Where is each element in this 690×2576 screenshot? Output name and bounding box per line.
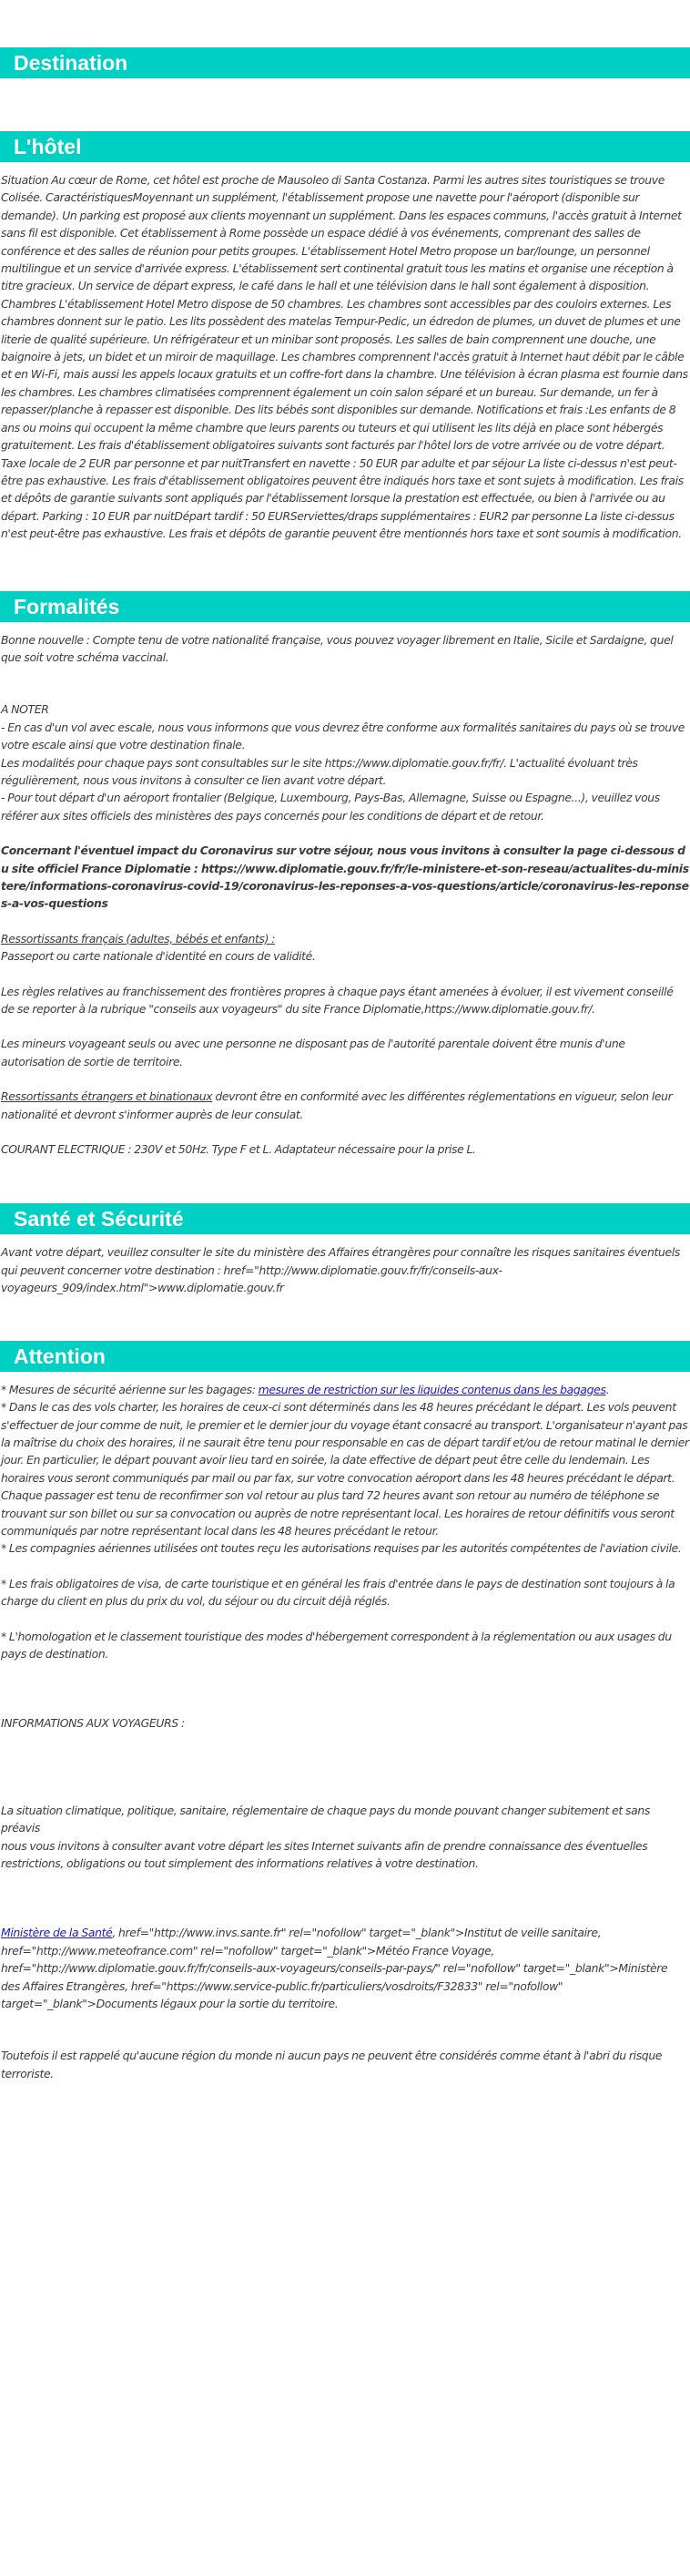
formalites-note-3: - Pour tout départ d'un aéroport frontalier (Belgique, Luxembourg, Pays-Bas, Allemagne, Suisse ou Espagne...), veuillez vous référer aux sites officiels des ministères des pays concernés pour les conditions de départ et de retour. bbox=[1, 791, 660, 823]
attention-charter-flights: * Dans le cas des vols charter, les horaires de ceux-ci sont déterminés dans les 48 heures précédant le départ. Les vols peuvent s'effectuer de jour comme de nuit, le premier et le dernier jour du voyage étant consacré au transport. L'organisateur n'ayant pas la maîtrise du choix des horaires, il ne saurait être tenu pour responsable en cas de départ tardif et/ou de retour matinal le dernier jour. En particulier, le départ pouvant avoir lieu tard en soirée, la date effective de départ peut être celle du lendemain. Les horaires vous seront communiqués par mail ou par fax, sur votre convocation aéroport dans les 48 heures précédant le départ. Chaque passager est tenu de reconfirmer son vol retour au plus tard 72 heures avant son retour au numéro de téléphone se trouvant sur son billet ou sur sa convocation ou auprès de notre représentant local. Les horaires de retour définitifs vous seront communiqués par notre représentant local dans les 48 heures précédant le retour. bbox=[1, 1400, 689, 1538]
blank-line bbox=[1, 1610, 689, 1628]
attention-useful-links bbox=[1, 1924, 689, 2012]
blank-line bbox=[1, 824, 689, 842]
attention-visa-fees: * Les frais obligatoires de visa, de carte touristique et en général les frais d'entrée dans le pays de destination sont toujours à la charge du client en plus du prix du vol, du séjour ou du circuit déjà réglés. bbox=[1, 1576, 675, 1609]
blank-line bbox=[1, 1750, 689, 1767]
attention-airlines: * Les compagnies aériennes utilisées ont toutes reçu les autorisations requises par les autorités compétentes de l'aviation civile. bbox=[1, 1541, 682, 1556]
attention-baggage-prefix: * Mesures de sécurité aérienne sur les bagages: bbox=[1, 1382, 259, 1396]
attention-accommodation-rating: * L'homologation et le classement touristique des modes d'hébergement correspondent à la réglementation ou aux usages du pays de destination. bbox=[1, 1629, 672, 1661]
blank-line bbox=[1, 966, 689, 983]
attention-baggage-suffix: . bbox=[605, 1382, 610, 1396]
attention-baggage bbox=[1, 1381, 689, 1398]
blank-line bbox=[1, 1889, 689, 1906]
attention-situation-line1: La situation climatique, politique, sanitaire, réglementaire de chaque pays du monde pouvant changer subitement et sans préavis bbox=[1, 1803, 650, 1835]
blank-line bbox=[1, 1017, 689, 1035]
section-destination bbox=[0, 47, 690, 78]
blank-line bbox=[1, 913, 689, 930]
section-title-attention: Attention bbox=[0, 1341, 690, 1372]
attention-useful-links-text: , href="http://www.invs.sante.fr" rel="nofollow" target="_blank">Institut de veille sanitaire, href="http://www.meteofrance.com" rel="nofollow" target="_blank">Météo France Voyage, href="http://www.diplomatie.gouv.fr/fr/conseils-aux-voyageurs/conseils-par-pays/" rel="nofollow" target="_blank">Ministère des Affaires Etrangères, href="https://www.service-public.fr/particuliers/vosdroits/F32833" rel="nofollow" target="_blank">Documents légaux pour la sortie du territoire. bbox=[1, 1926, 668, 2011]
section-sante bbox=[0, 1203, 690, 1296]
formalites-note-1: - En cas d'un vol avec escale, nous vous informons que vous devrez être conforme aux formalités sanitaires du pays où se trouve votre escale ainsi que votre destination finale. bbox=[1, 720, 685, 752]
formalites-foreign-nationals-heading: Ressortissants étrangers et binationaux bbox=[1, 1089, 213, 1104]
formalites-coronavirus-notice: Concernant l'éventuel impact du Coronavirus sur votre séjour, nous vous invitons à consulter la page ci-dessous du site officiel France Diplomatie : https://www.diplomatie.gouv.fr/fr/le-ministere-et-son-reseau/actualites-du-ministere/informations-coronavirus-covid-19/coronavirus-les-reponses-a-vos-questions/article/coronavirus-les-reponses-a-vos-questions bbox=[1, 843, 689, 911]
blank-line bbox=[1, 1733, 689, 1750]
section-formalites bbox=[0, 591, 690, 1159]
formalites-minors: Les mineurs voyageant seuls ou avec une personne ne disposant pas de l'autorité parentale doivent être munis d'une autorisation de sortie de territoire. bbox=[1, 1037, 625, 1068]
hotel-description bbox=[0, 171, 690, 543]
formalites-body bbox=[0, 631, 690, 1159]
blank-line bbox=[1, 1906, 689, 1924]
formalites-note-heading: A NOTER bbox=[1, 702, 49, 717]
blank-line bbox=[1, 1767, 689, 1784]
blank-line bbox=[1, 1070, 689, 1088]
formalites-p1: Bonne nouvelle : Compte tenu de votre nationalité française, vous pouvez voyager librement en Italie, Sicile et Sardaigne, quel que soit votre schéma vaccinal. bbox=[1, 632, 674, 664]
blank-line bbox=[1, 1662, 689, 1680]
section-title-destination: Destination bbox=[0, 47, 690, 78]
blank-line bbox=[1, 683, 689, 700]
formalites-borders-rules: Les règles relatives au franchissement des frontières propres à chaque pays étant amenées à évoluer, il est vivement conseillé de se reporter à la rubrique "conseils aux voyageurs" du site France Diplomatie,https://www.diplomatie.gouv.fr/. bbox=[1, 984, 674, 1017]
ministere-sante-link[interactable]: Ministère de la Santé bbox=[1, 1926, 113, 1940]
section-title-hotel: L'hôtel bbox=[0, 131, 690, 162]
blank-line bbox=[1, 2012, 689, 2029]
sante-text: Avant votre départ, veuillez consulter le site du ministère des Affaires étrangères pour connaître les risques sanitaires éventuels qui peuvent concerner votre destination : href="http://www.diplomatie.gouv.fr/fr/conseils-aux-voyageurs_909/index.html">www.diplomatie.gouv.fr bbox=[1, 1245, 681, 1295]
formalites-electric-current: COURANT ELECTRIQUE : 230V et 50Hz. Type F et L. Adaptateur nécessaire pour la prise L. bbox=[1, 1142, 476, 1157]
blank-line bbox=[1, 1872, 689, 1889]
attention-situation-line2: nous vous invitons à consulter avant votre départ les sites Internet suivants afin de prendre connaissance des éventuelles restrictions, obligations ou tout simplement des informations relatives à votre destination. bbox=[1, 1838, 648, 1870]
section-hotel bbox=[0, 131, 690, 543]
section-attention bbox=[0, 1341, 690, 2083]
top-spacer bbox=[0, 0, 690, 47]
attention-body bbox=[0, 1381, 690, 2083]
sante-body bbox=[0, 1243, 690, 1296]
attention-terrorism-risk: Toutefois il est rappelé qu'aucune région du monde ni aucun pays ne peuvent être considérés comme étant à l'abri du risque terroriste. bbox=[1, 2049, 663, 2080]
blank-line bbox=[1, 1784, 689, 1802]
spacer bbox=[0, 87, 690, 131]
liquids-restriction-link[interactable]: mesures de restriction sur les liquides contenus dans les bagages bbox=[258, 1382, 606, 1396]
spacer bbox=[0, 543, 690, 591]
blank-line bbox=[1, 666, 689, 683]
formalites-note-2: Les modalités pour chaque pays sont consultables sur le site https://www.diplomatie.gouv.fr/fr/. L'actualité évoluant très régulièrement, nous vous invitons à consulter ce lien avant votre départ. bbox=[1, 755, 638, 787]
blank-line bbox=[1, 1680, 689, 1697]
attention-travellers-info-heading: INFORMATIONS AUX VOYAGEURS : bbox=[1, 1716, 185, 1731]
formalites-french-nationals-heading: Ressortissants français (adultes, bébés et enfants) : bbox=[1, 931, 276, 946]
formalites-french-nationals-text: Passeport ou carte nationale d'identité en cours de validité. bbox=[1, 949, 316, 964]
section-title-formalites: Formalités bbox=[0, 591, 690, 622]
formalites-foreign-nationals bbox=[1, 1088, 689, 1123]
spacer bbox=[0, 1158, 690, 1203]
hotel-text: Situation Au cœur de Rome, cet hôtel est proche de Mausoleo di Santa Costanza. Parmi les autres sites touristiques se trouve Colisée. CaractéristiquesMoyennant un supplément, l'établissement propose une navette pour l'aéroport (disponible sur demande). Un parking est proposé aux clients moyennant un supplément. Dans les espaces communs, l'accès gratuit à Internet sans fil est disponible. Cet établissement à Rome possède un espace dédié à vos événements, comprenant des salles de conférence et des salles de réunion pour petits groupes. L'établissement Hotel Metro propose un bar/lounge, un personnel multilingue et un service d'arrivée express. L'établissement sert continental gratuit tous les matins et organise une réception à titre gracieux. Un service de départ express, le café dans le hall et une télévision dans le hall sont également à disposition. Chambres L'établissement Hotel Metro dispose de 50 chambres. Les chambres sont accessibles par des couloirs externes. Les chambres donnent sur le patio. Les lits possèdent des matelas Tempur-Pedic, un édredon de plumes, un duvet de plumes et une literie de qualité supérieure. Un réfrigérateur et un minibar sont proposés. Les salles de bain comprennent une douche, une baignoire à jets, un bidet et un miroir de maquillage. Les chambres comprennent l'accès gratuit à Internet haut débit par le câble et en Wi-Fi, mais aussi les appels locaux gratuits et un coffre-fort dans la chambre. Une télévision à écran plasma est fournie dans les chambres. Les chambres climatisées comprennent également un coin salon séparé et un bureau. Sur demande, un fer à repasser/planche à repasser est disponible. Des lits bébés sont disponibles sur demande. Notifications et frais :Les enfants de 8 ans ou moins qui occupent la même chambre que leurs parents ou tuteurs et qui utilisent les lits déjà en place sont hébergés gratuitement. Les frais d'établissement obligatoires suivants sont facturés par l'hôtel lors de votre arrivée ou de votre départ. Taxe locale de 2 EUR par personne et par nuitTransfert en navette : 50 EUR par adulte et par séjour La liste ci-dessus n'est peut-être pas exhaustive. Les frais d'établissement obligatoires peuvent être indiqués hors taxe et sont sujets à modification. Les frais et dépôts de garantie suivants sont appliqués par l'établissement lorsque la prestation est effectuée, ou bien à l'arrivée ou au départ. Parking : 10 EUR par nuitDépart tardif : 50 EURServiettes/draps supplémentaires : EUR2 par personne La liste ci-dessus n'est peut-être pas exhaustive. Les frais et dépôts de garantie peuvent être mentionnés hors taxe et sont soumis à modification. bbox=[1, 173, 688, 541]
section-title-sante: Santé et Sécurité bbox=[0, 1203, 690, 1234]
blank-line bbox=[1, 2029, 689, 2047]
blank-line bbox=[1, 1697, 689, 1714]
formalites-foreign-nationals-text: devront être en conformité avec les différentes réglementations en vigueur, selon leur nationalité et devront s'informer auprès de leur consulat. bbox=[1, 1089, 673, 1121]
blank-line bbox=[1, 1558, 689, 1575]
spacer bbox=[0, 1297, 690, 1341]
blank-line bbox=[1, 1123, 689, 1140]
